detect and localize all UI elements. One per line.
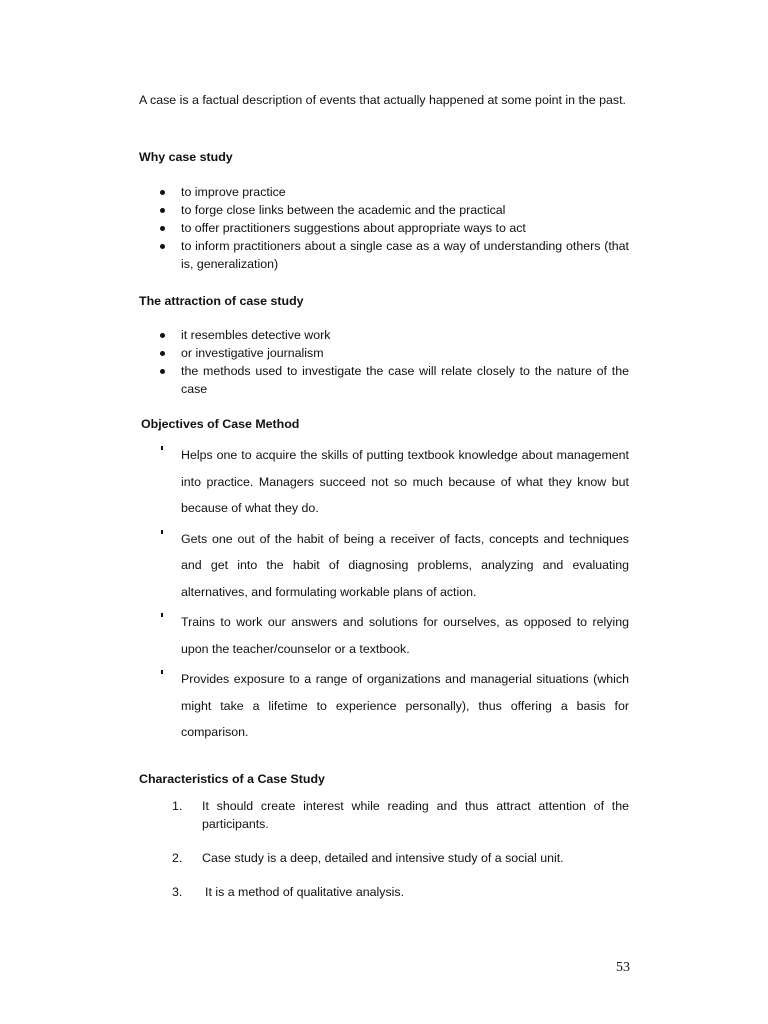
bullet-icon xyxy=(161,446,163,450)
item-number: 1. xyxy=(172,799,183,813)
bullet-icon xyxy=(160,190,165,195)
list-item: 2. Case study is a deep, detailed and intensive study of a social unit. xyxy=(172,851,564,865)
heading-characteristics: Characteristics of a Case Study xyxy=(139,772,325,786)
bullet-icon xyxy=(160,351,165,356)
list-item: Helps one to acquire the skills of putting textbook knowledge about management into practice. Managers succeed not so much because of what they know but because of what they do. xyxy=(139,442,629,522)
list-item: 3. It is a method of qualitative analysis. xyxy=(172,885,405,899)
list-item: to offer practitioners suggestions about appropriate ways to act xyxy=(139,219,629,237)
heading-attraction: The attraction of case study xyxy=(139,294,304,308)
attraction-list xyxy=(139,326,629,398)
list-item: to improve practice xyxy=(139,183,629,201)
list-item: Trains to work our answers and solutions for ourselves, as opposed to relying upon the teacher/counselor or a textbook. xyxy=(139,609,629,662)
bullet-icon xyxy=(160,369,165,374)
bullet-icon xyxy=(161,613,163,617)
objectives-list xyxy=(139,442,629,750)
list-item: Gets one out of the habit of being a receiver of facts, concepts and techniques and get into the habit of diagnosing problems, analyzing and evaluating alternatives, and formulating workable plans of action. xyxy=(139,526,629,606)
list-item: or investigative journalism xyxy=(139,344,629,362)
list-item: Provides exposure to a range of organizations and managerial situations (which might take a lifetime to experience personally), thus offering a basis for comparison. xyxy=(139,666,629,746)
bullet-icon xyxy=(161,530,163,534)
bullet-icon xyxy=(160,333,165,338)
bullet-icon xyxy=(160,208,165,213)
page-number: 53 xyxy=(616,960,630,975)
list-item: to forge close links between the academic and the practical xyxy=(139,201,629,219)
list-item: it resembles detective work xyxy=(139,326,629,344)
why-list xyxy=(139,183,629,273)
heading-objectives: Objectives of Case Method xyxy=(141,417,300,431)
item-number: 2. xyxy=(172,851,183,865)
bullet-icon xyxy=(160,244,165,249)
list-item: 1. It should create interest while reading and thus attract attention of the participants. xyxy=(172,799,629,831)
item-number: 3. xyxy=(172,885,183,899)
list-item: the methods used to investigate the case will relate closely to the nature of the case xyxy=(139,362,629,398)
bullet-icon xyxy=(160,226,165,231)
bullet-icon xyxy=(161,670,163,674)
list-item: to inform practitioners about a single case as a way of understanding others (that is, generalization) xyxy=(139,237,629,273)
intro-paragraph: A case is a factual description of events that actually happened at some point in the past. xyxy=(139,93,626,107)
characteristics-list xyxy=(139,797,629,917)
heading-why-case-study: Why case study xyxy=(139,150,233,164)
